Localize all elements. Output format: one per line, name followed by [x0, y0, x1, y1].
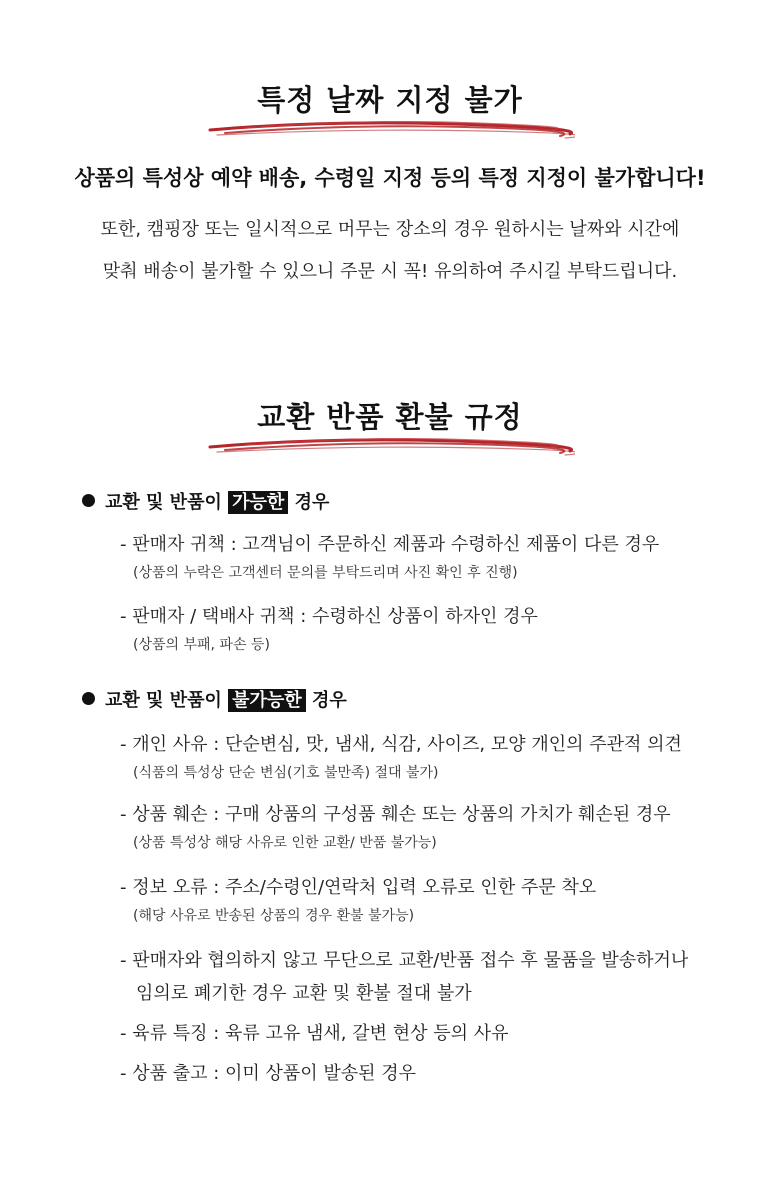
bullet-icon: [82, 494, 95, 507]
possible-case-heading: 교환 및 반품이 가능한 경우: [82, 488, 329, 514]
list-item: - 육류 특징 : 육류 고유 냄새, 갈변 현상 등의 사유: [120, 1023, 509, 1044]
list-note: (해당 사유로 반송된 상품의 경우 환불 불가능): [133, 908, 415, 924]
section-title-refund-policy: 교환 반품 환불 규정: [257, 400, 523, 434]
list-note: (상품의 누락은 고객센터 문의를 부탁드리며 사진 확인 후 진행): [133, 565, 518, 581]
section-title-no-date: 특정 날짜 지정 불가: [257, 83, 523, 117]
list-item: - 판매자 귀책 : 고객님이 주문하신 제품과 수령하신 제품이 다른 경우: [120, 534, 660, 555]
highlight-impossible: 불가능한: [228, 689, 306, 712]
list-item: - 정보 오류 : 주소/수령인/연락처 입력 오류로 인한 주문 착오: [120, 877, 597, 898]
list-note: (상품의 부패, 파손 등): [133, 637, 270, 653]
impossible-case-heading: 교환 및 반품이 불가능한 경우: [82, 686, 347, 712]
list-item: - 개인 사유 : 단순변심, 맛, 냄새, 식감, 사이즈, 모양 개인의 주관적 의견: [120, 734, 682, 755]
list-item: - 상품 훼손 : 구매 상품의 구성품 훼손 또는 상품의 가치가 훼손된 경우: [120, 804, 671, 825]
list-note: (상품 특성상 해당 사유로 인한 교환/ 반품 불가능): [133, 835, 437, 851]
list-item: - 상품 출고 : 이미 상품이 발송된 경우: [120, 1063, 417, 1084]
no-date-lead: 상품의 특성상 예약 배송, 수령일 지정 등의 특정 지정이 불가합니다!: [74, 166, 706, 190]
red-brush-underline: [205, 116, 575, 142]
list-item: - 판매자 / 택배사 귀책 : 수령하신 상품이 하자인 경우: [120, 606, 538, 627]
highlight-possible: 가능한: [228, 491, 288, 514]
no-date-line-2: 맞춰 배송이 불가할 수 있으니 주문 시 꼭! 유의하여 주시길 부탁드립니다.: [102, 261, 678, 282]
bullet-icon: [82, 692, 95, 705]
list-item-continued: 임의로 폐기한 경우 교환 및 환불 절대 불가: [136, 983, 472, 1004]
no-date-line-1: 또한, 캠핑장 또는 일시적으로 머무는 장소의 경우 원하시는 날짜와 시간에: [100, 219, 680, 240]
red-brush-underline: [205, 433, 575, 459]
list-note: (식품의 특성상 단순 변심(기호 불만족) 절대 불가): [133, 765, 439, 781]
list-item: - 판매자와 협의하지 않고 무단으로 교환/반품 접수 후 물품을 발송하거나: [120, 950, 689, 971]
